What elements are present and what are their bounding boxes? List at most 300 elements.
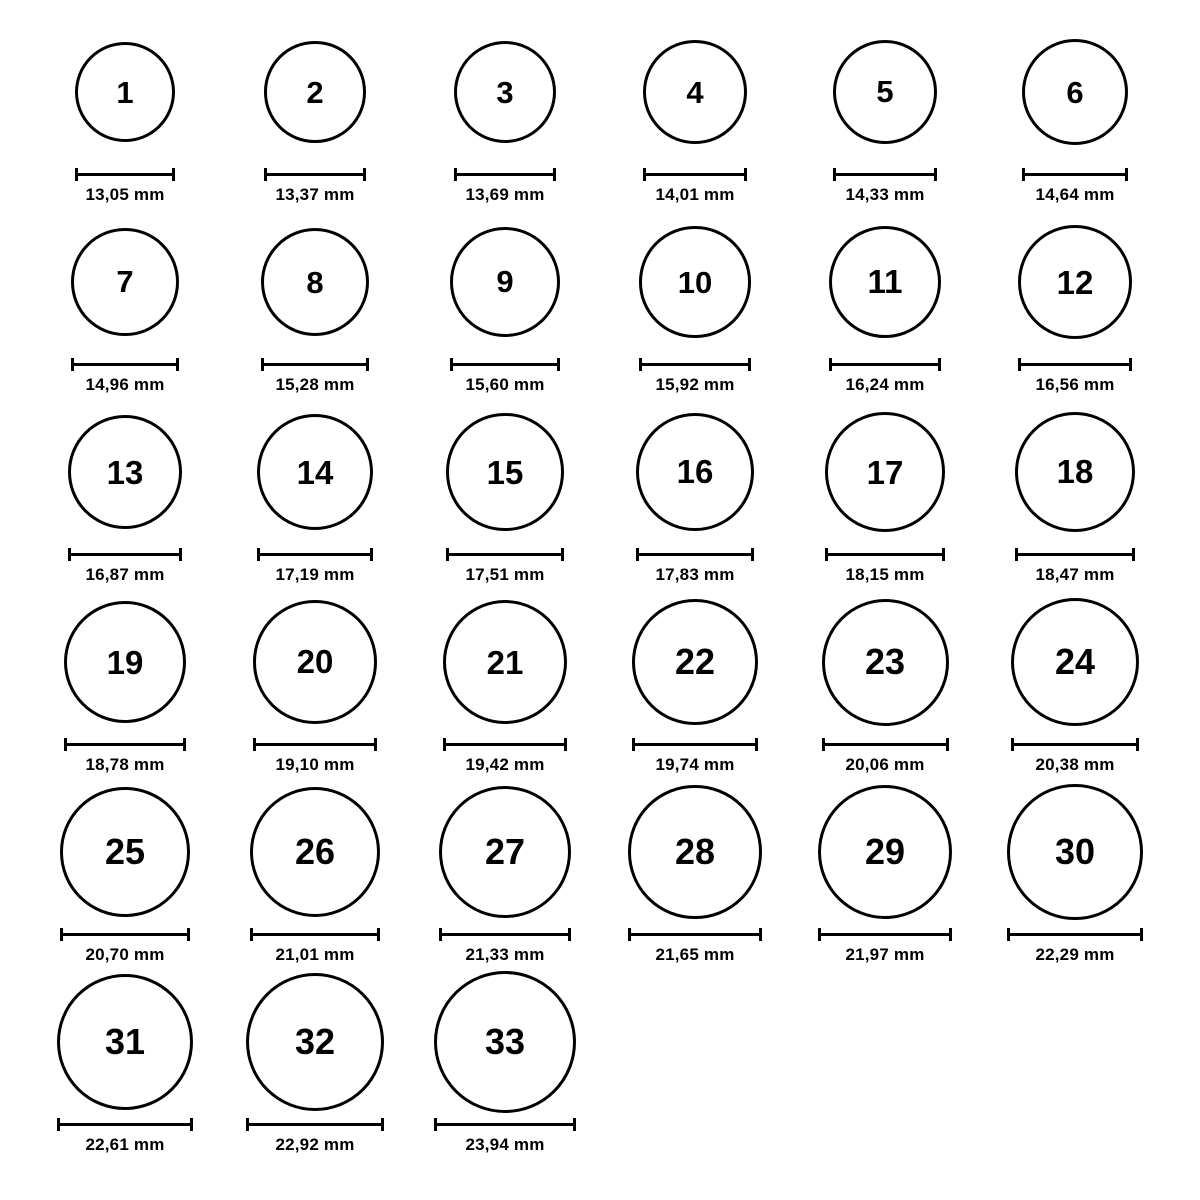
ruler-cap-right — [553, 168, 556, 181]
ruler-bar — [639, 363, 750, 366]
ring-size-cell[interactable] — [980, 588, 1170, 775]
diameter-label: 17,83 mm — [655, 565, 735, 584]
ruler-cap-left — [443, 738, 446, 751]
ruler-cap-left — [1007, 928, 1010, 941]
ruler-cap-right — [751, 548, 754, 561]
ring-circle[interactable] — [439, 786, 571, 918]
ring-circle-wrap — [1022, 18, 1128, 166]
ring-size-cell[interactable] — [600, 18, 790, 205]
ring-circle-wrap — [264, 18, 365, 166]
ring-circle[interactable] — [818, 785, 952, 919]
ruler-cap-left — [250, 928, 253, 941]
ring-size-number: 7 — [116, 264, 134, 300]
ruler-bar — [264, 173, 365, 176]
ruler-bar — [454, 173, 557, 176]
diameter-label: 14,01 mm — [655, 185, 735, 204]
ring-size-cell[interactable] — [410, 968, 600, 1155]
ring-size-number: 18 — [1056, 453, 1094, 491]
ring-size-cell[interactable] — [980, 398, 1170, 585]
ruler-bar — [833, 173, 938, 176]
diameter-label: 16,87 mm — [85, 565, 165, 584]
diameter-label: 14,96 mm — [85, 375, 165, 394]
ruler-cap-right — [564, 738, 567, 751]
ring-circle-wrap — [71, 208, 178, 356]
ruler-cap-left — [64, 738, 67, 751]
diameter-label: 13,05 mm — [85, 185, 165, 204]
diameter-label: 15,60 mm — [465, 375, 545, 394]
diameter-ruler-icon — [450, 358, 560, 369]
ring-circle-wrap — [450, 208, 560, 356]
ring-size-number: 16 — [676, 453, 714, 491]
ruler-bar — [250, 933, 381, 936]
diameter-ruler-icon — [636, 548, 754, 559]
ring-circle[interactable] — [257, 414, 373, 530]
ruler-bar — [636, 553, 754, 556]
ruler-cap-left — [1022, 168, 1025, 181]
ring-row — [30, 398, 1170, 588]
ring-circle[interactable] — [1022, 39, 1128, 145]
ring-size-cell[interactable] — [30, 588, 220, 775]
ring-circle-wrap — [261, 208, 370, 356]
ring-circle[interactable] — [833, 40, 938, 145]
ring-circle-wrap — [246, 968, 384, 1116]
ring-circle[interactable] — [829, 226, 941, 338]
ring-circle-wrap — [639, 208, 750, 356]
diameter-ruler-icon — [439, 928, 571, 939]
ring-size-number: 32 — [294, 1021, 336, 1062]
ring-size-cell[interactable] — [220, 778, 410, 965]
ring-size-number: 8 — [306, 264, 324, 300]
ring-circle-wrap — [250, 778, 381, 926]
ring-row — [30, 968, 1170, 1158]
ruler-cap-left — [454, 168, 457, 181]
ruler-cap-right — [1140, 928, 1143, 941]
diameter-ruler-icon — [1022, 168, 1128, 179]
ring-circle-wrap — [257, 398, 373, 546]
ring-size-cell[interactable] — [30, 968, 220, 1155]
ring-circle[interactable] — [643, 40, 747, 144]
diameter-label: 20,70 mm — [85, 945, 165, 964]
diameter-ruler-icon — [57, 1118, 194, 1129]
diameter-ruler-icon — [261, 358, 370, 369]
diameter-label: 18,78 mm — [85, 755, 165, 774]
ring-circle[interactable] — [1011, 598, 1139, 726]
ring-size-number: 5 — [876, 74, 894, 110]
ring-size-cell[interactable] — [410, 208, 600, 395]
ring-circle-wrap — [454, 18, 557, 166]
ruler-bar — [822, 743, 949, 746]
ruler-cap-left — [75, 168, 78, 181]
ruler-cap-right — [187, 928, 190, 941]
ruler-bar — [261, 363, 370, 366]
ring-size-number: 27 — [484, 830, 526, 872]
diameter-ruler-icon — [632, 738, 758, 749]
ring-circle[interactable] — [822, 599, 949, 726]
ruler-cap-right — [374, 738, 377, 751]
ring-size-number: 15 — [486, 453, 524, 491]
diameter-ruler-icon — [829, 358, 941, 369]
ruler-cap-left — [1011, 738, 1014, 751]
ruler-bar — [450, 363, 560, 366]
diameter-ruler-icon — [454, 168, 557, 179]
ring-size-cell[interactable] — [790, 18, 980, 205]
diameter-label: 17,51 mm — [465, 565, 545, 584]
ruler-cap-right — [942, 548, 945, 561]
ring-circle-wrap — [253, 588, 376, 736]
ruler-cap-left — [829, 358, 832, 371]
ruler-cap-left — [257, 548, 260, 561]
ring-circle-wrap — [636, 398, 754, 546]
ruler-cap-right — [366, 358, 369, 371]
ring-size-cell[interactable] — [410, 398, 600, 585]
ruler-bar — [246, 1123, 384, 1126]
ring-circle[interactable] — [446, 413, 563, 530]
ring-circle[interactable] — [64, 601, 186, 723]
ring-circle-wrap — [628, 778, 761, 926]
ruler-bar — [818, 933, 952, 936]
diameter-ruler-icon — [818, 928, 952, 939]
diameter-ruler-icon — [446, 548, 563, 559]
diameter-ruler-icon — [75, 168, 175, 179]
ring-circle[interactable] — [250, 787, 381, 918]
ring-size-cell[interactable] — [410, 588, 600, 775]
diameter-label: 21,01 mm — [275, 945, 355, 964]
diameter-ruler-icon — [1011, 738, 1139, 749]
ring-size-cell[interactable] — [410, 18, 600, 205]
ruler-cap-right — [1129, 358, 1132, 371]
diameter-ruler-icon — [628, 928, 761, 939]
ruler-cap-right — [363, 168, 366, 181]
ring-circle-wrap — [64, 588, 186, 736]
ring-circle[interactable] — [636, 413, 754, 531]
ring-size-number: 10 — [677, 264, 713, 300]
ruler-cap-left — [639, 358, 642, 371]
ring-size-number: 23 — [864, 641, 906, 682]
ring-size-cell[interactable] — [980, 208, 1170, 395]
ruler-cap-left — [1015, 548, 1018, 561]
ruler-bar — [628, 933, 761, 936]
ring-size-cell[interactable] — [30, 398, 220, 585]
ring-circle[interactable] — [261, 228, 370, 337]
ruler-cap-right — [172, 168, 175, 181]
ring-size-cell[interactable] — [790, 208, 980, 395]
ruler-bar — [1022, 173, 1128, 176]
ring-size-cell[interactable] — [220, 208, 410, 395]
ring-circle[interactable] — [71, 228, 178, 335]
ring-size-number: 12 — [1056, 263, 1094, 301]
diameter-ruler-icon — [64, 738, 186, 749]
ruler-bar — [71, 363, 178, 366]
ring-size-cell[interactable] — [30, 208, 220, 395]
diameter-ruler-icon — [822, 738, 949, 749]
ring-circle[interactable] — [450, 227, 560, 337]
ring-size-number: 20 — [296, 643, 334, 681]
ring-circle-wrap — [632, 588, 758, 736]
ruler-bar — [439, 933, 571, 936]
diameter-label: 22,29 mm — [1035, 945, 1115, 964]
ring-circle[interactable] — [264, 41, 365, 142]
ring-size-cell[interactable] — [220, 588, 410, 775]
diameter-label: 19,74 mm — [655, 755, 735, 774]
ring-circle-wrap — [68, 398, 183, 546]
ruler-cap-right — [938, 358, 941, 371]
ruler-cap-right — [370, 548, 373, 561]
ring-circle[interactable] — [443, 600, 568, 725]
ruler-bar — [75, 173, 175, 176]
ruler-cap-left — [439, 928, 442, 941]
ring-circle[interactable] — [60, 787, 190, 917]
ruler-cap-right — [946, 738, 949, 751]
ring-size-number: 21 — [486, 643, 524, 681]
diameter-ruler-icon — [643, 168, 747, 179]
ring-circle[interactable] — [454, 41, 557, 144]
ring-circle-wrap — [443, 588, 568, 736]
ring-circle[interactable] — [825, 412, 945, 532]
diameter-label: 22,61 mm — [85, 1135, 165, 1154]
diameter-ruler-icon — [253, 738, 376, 749]
diameter-ruler-icon — [833, 168, 938, 179]
ruler-cap-right — [183, 738, 186, 751]
diameter-ruler-icon — [246, 1118, 384, 1129]
ruler-cap-left — [628, 928, 631, 941]
ruler-bar — [446, 553, 563, 556]
ring-size-cell[interactable] — [790, 398, 980, 585]
ring-size-number: 28 — [674, 831, 716, 872]
ring-size-number: 14 — [296, 453, 334, 491]
diameter-label: 21,97 mm — [845, 945, 925, 964]
diameter-label: 17,19 mm — [275, 565, 355, 584]
ring-size-cell[interactable] — [30, 778, 220, 965]
ring-circle-wrap — [822, 588, 949, 736]
diameter-ruler-icon — [68, 548, 183, 559]
ring-size-number: 4 — [686, 74, 704, 110]
diameter-ruler-icon — [434, 1118, 576, 1129]
ruler-cap-left — [1018, 358, 1021, 371]
ruler-bar — [64, 743, 186, 746]
ring-circle-wrap — [1018, 208, 1132, 356]
ring-circle[interactable] — [246, 973, 384, 1111]
diameter-ruler-icon — [250, 928, 381, 939]
ruler-cap-right — [176, 358, 179, 371]
ruler-cap-right — [934, 168, 937, 181]
diameter-label: 13,69 mm — [465, 185, 545, 204]
ruler-bar — [829, 363, 941, 366]
ruler-cap-left — [822, 738, 825, 751]
ring-size-cell[interactable] — [790, 778, 980, 965]
ring-circle-wrap — [446, 398, 563, 546]
ring-circle[interactable] — [434, 971, 576, 1113]
ring-circle-wrap — [434, 968, 576, 1116]
ring-circle-wrap — [1015, 398, 1136, 546]
ruler-bar — [57, 1123, 194, 1126]
ring-circle-wrap — [833, 18, 938, 166]
ruler-cap-left — [68, 548, 71, 561]
ring-circle[interactable] — [57, 974, 194, 1111]
ring-size-number: 1 — [116, 74, 134, 110]
ruler-bar — [443, 743, 568, 746]
ring-circle[interactable] — [253, 600, 376, 723]
ruler-cap-left — [632, 738, 635, 751]
ring-size-number: 11 — [867, 263, 903, 301]
ring-size-number: 30 — [1054, 831, 1096, 872]
diameter-label: 16,56 mm — [1035, 375, 1115, 394]
diameter-label: 18,15 mm — [845, 565, 925, 584]
ruler-cap-left — [264, 168, 267, 181]
ring-size-cell[interactable] — [600, 208, 790, 395]
ruler-cap-right — [381, 1118, 384, 1131]
ruler-cap-left — [60, 928, 63, 941]
ring-size-number: 31 — [104, 1020, 146, 1062]
ruler-cap-left — [434, 1118, 437, 1131]
diameter-ruler-icon — [639, 358, 750, 369]
ruler-cap-right — [557, 358, 560, 371]
ruler-bar — [1018, 363, 1132, 366]
ruler-cap-right — [744, 168, 747, 181]
ring-size-cell[interactable] — [600, 398, 790, 585]
ruler-bar — [1011, 743, 1139, 746]
ring-circle-wrap — [57, 968, 194, 1116]
diameter-label: 22,92 mm — [275, 1135, 355, 1154]
ring-size-cell[interactable] — [980, 778, 1170, 965]
ring-size-number: 22 — [674, 640, 716, 682]
diameter-ruler-icon — [1018, 358, 1132, 369]
ring-size-cell[interactable] — [600, 588, 790, 775]
ring-row — [30, 778, 1170, 968]
ruler-bar — [253, 743, 376, 746]
ruler-cap-right — [755, 738, 758, 751]
ring-size-number: 17 — [866, 453, 904, 491]
diameter-ruler-icon — [71, 358, 178, 369]
ring-size-number: 2 — [306, 74, 324, 110]
diameter-ruler-icon — [264, 168, 365, 179]
ruler-cap-right — [377, 928, 380, 941]
ruler-bar — [632, 743, 758, 746]
ruler-cap-left — [643, 168, 646, 181]
diameter-ruler-icon — [60, 928, 190, 939]
ring-circle-wrap — [439, 778, 571, 926]
ruler-cap-right — [748, 358, 751, 371]
ring-row — [30, 208, 1170, 398]
diameter-label: 19,10 mm — [275, 755, 355, 774]
ring-circle[interactable] — [1007, 784, 1143, 920]
ruler-bar — [68, 553, 183, 556]
ring-circle-wrap — [829, 208, 941, 356]
diameter-label: 20,06 mm — [845, 755, 925, 774]
ring-size-number: 6 — [1066, 74, 1084, 110]
ruler-cap-right — [573, 1118, 576, 1131]
ring-circle[interactable] — [1015, 412, 1136, 533]
ruler-bar — [1007, 933, 1143, 936]
ring-size-number: 33 — [484, 1021, 526, 1062]
ruler-cap-left — [833, 168, 836, 181]
ruler-bar — [825, 553, 945, 556]
diameter-label: 23,94 mm — [465, 1135, 545, 1154]
ruler-cap-right — [561, 548, 564, 561]
ring-size-cell[interactable] — [220, 18, 410, 205]
ruler-cap-right — [759, 928, 762, 941]
diameter-label: 13,37 mm — [275, 185, 355, 204]
ring-row — [30, 588, 1170, 778]
diameter-label: 14,64 mm — [1035, 185, 1115, 204]
ruler-cap-left — [818, 928, 821, 941]
ruler-cap-left — [246, 1118, 249, 1131]
ring-circle[interactable] — [75, 42, 175, 142]
diameter-ruler-icon — [443, 738, 568, 749]
diameter-label: 21,65 mm — [655, 945, 735, 964]
ruler-cap-right — [1136, 738, 1139, 751]
ring-circle-wrap — [60, 778, 190, 926]
diameter-ruler-icon — [1015, 548, 1136, 559]
ring-size-number: 13 — [106, 453, 144, 491]
diameter-label: 15,28 mm — [275, 375, 355, 394]
diameter-label: 15,92 mm — [655, 375, 735, 394]
ring-size-cell[interactable] — [410, 778, 600, 965]
diameter-ruler-icon — [257, 548, 373, 559]
ruler-cap-left — [57, 1118, 60, 1131]
ruler-bar — [60, 933, 190, 936]
ruler-cap-left — [71, 358, 74, 371]
ruler-cap-left — [450, 358, 453, 371]
diameter-label: 20,38 mm — [1035, 755, 1115, 774]
ruler-cap-left — [825, 548, 828, 561]
diameter-label: 21,33 mm — [465, 945, 545, 964]
diameter-label: 16,24 mm — [845, 375, 925, 394]
ring-size-number: 24 — [1054, 640, 1096, 682]
ring-row — [30, 18, 1170, 208]
ring-size-cell[interactable] — [220, 968, 410, 1155]
ring-size-number: 25 — [104, 831, 146, 872]
ruler-cap-right — [1125, 168, 1128, 181]
ruler-bar — [1015, 553, 1136, 556]
ring-size-cell[interactable] — [600, 778, 790, 965]
ruler-cap-right — [190, 1118, 193, 1131]
ring-circle[interactable] — [1018, 225, 1132, 339]
diameter-ruler-icon — [825, 548, 945, 559]
ring-size-cell[interactable] — [220, 398, 410, 585]
ring-size-cell[interactable] — [790, 588, 980, 775]
ruler-cap-left — [636, 548, 639, 561]
ring-size-cell[interactable] — [30, 18, 220, 205]
ruler-cap-right — [179, 548, 182, 561]
diameter-label: 19,42 mm — [465, 755, 545, 774]
ring-circle[interactable] — [632, 599, 758, 725]
ring-size-cell[interactable] — [980, 18, 1170, 205]
ring-circle-wrap — [818, 778, 952, 926]
ring-size-number: 9 — [496, 264, 514, 300]
ring-circle[interactable] — [628, 785, 761, 918]
ring-circle[interactable] — [68, 415, 183, 530]
ring-size-number: 29 — [864, 830, 906, 872]
ring-circle-wrap — [643, 18, 747, 166]
ruler-bar — [257, 553, 373, 556]
ruler-cap-left — [261, 358, 264, 371]
diameter-ruler-icon — [1007, 928, 1143, 939]
ring-size-number: 26 — [294, 831, 336, 872]
ruler-cap-left — [446, 548, 449, 561]
diameter-label: 14,33 mm — [845, 185, 925, 204]
ruler-bar — [434, 1123, 576, 1126]
ruler-cap-right — [568, 928, 571, 941]
diameter-label: 18,47 mm — [1035, 565, 1115, 584]
ruler-cap-left — [253, 738, 256, 751]
ring-circle-wrap — [825, 398, 945, 546]
ring-circle[interactable] — [639, 226, 750, 337]
ruler-cap-right — [1132, 548, 1135, 561]
ring-size-number: 19 — [106, 643, 144, 681]
ruler-bar — [643, 173, 747, 176]
ring-circle-wrap — [75, 18, 175, 166]
ring-circle-wrap — [1011, 588, 1139, 736]
